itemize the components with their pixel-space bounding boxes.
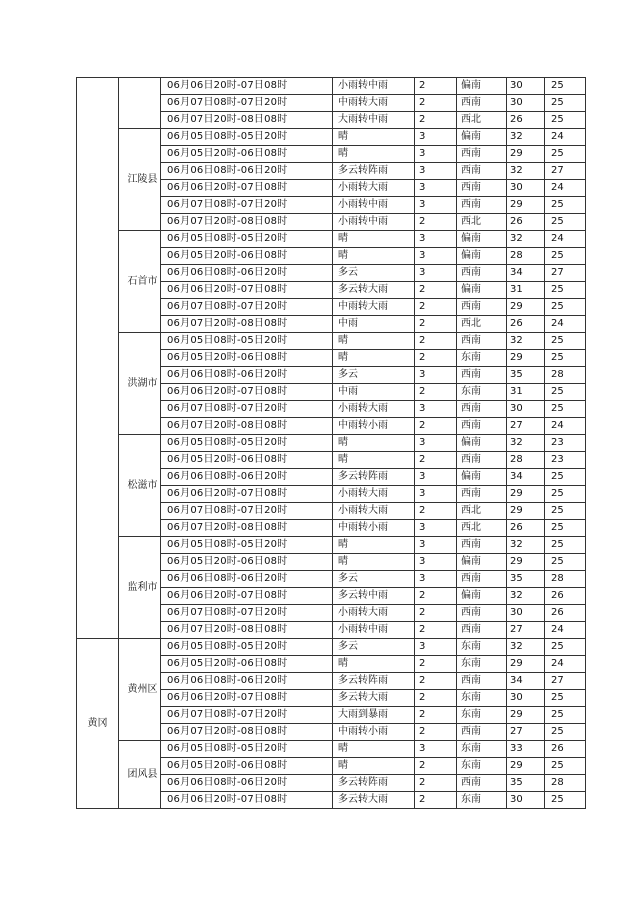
wind-level-cell: 2	[415, 605, 457, 622]
max-temperature-cell: 32	[507, 537, 545, 554]
table-row	[77, 741, 586, 758]
wind-direction-cell: 西南	[457, 180, 507, 197]
forecast-period-cell: 06月07日20时-08日08时	[161, 622, 333, 639]
wind-level-cell: 3	[415, 639, 457, 656]
max-temperature-cell: 26	[507, 316, 545, 333]
max-temperature-cell: 29	[507, 486, 545, 503]
forecast-period-cell: 06月05日20时-06日08时	[161, 350, 333, 367]
weather-cell: 中雨转小雨	[333, 724, 415, 741]
wind-direction-cell: 偏南	[457, 248, 507, 265]
weather-cell: 中雨转大雨	[333, 95, 415, 112]
table-row	[77, 435, 586, 452]
forecast-period-cell: 06月07日08时-07日20时	[161, 401, 333, 418]
weather-cell: 小雨转大雨	[333, 605, 415, 622]
weather-cell: 多云转大雨	[333, 792, 415, 809]
wind-level-cell: 2	[415, 333, 457, 350]
wind-direction-cell: 西南	[457, 163, 507, 180]
min-temperature-cell: 24	[545, 231, 586, 248]
forecast-period-cell: 06月06日20时-07日08时	[161, 180, 333, 197]
wind-direction-cell: 偏南	[457, 435, 507, 452]
table-row	[77, 639, 586, 656]
wind-level-cell: 3	[415, 180, 457, 197]
min-temperature-cell: 27	[545, 673, 586, 690]
county-cell	[119, 741, 161, 809]
wind-level-cell: 2	[415, 503, 457, 520]
min-temperature-cell: 25	[545, 554, 586, 571]
weather-cell: 晴	[333, 333, 415, 350]
forecast-period-cell: 06月07日08时-07日20时	[161, 95, 333, 112]
weather-cell: 多云转大雨	[333, 282, 415, 299]
forecast-period-cell: 06月06日20时-07日08时	[161, 384, 333, 401]
max-temperature-cell: 26	[507, 520, 545, 537]
wind-level-cell: 2	[415, 350, 457, 367]
wind-level-cell: 3	[415, 146, 457, 163]
wind-direction-cell: 东南	[457, 792, 507, 809]
wind-level-cell: 3	[415, 401, 457, 418]
min-temperature-cell: 25	[545, 486, 586, 503]
weather-cell: 晴	[333, 537, 415, 554]
max-temperature-cell: 30	[507, 605, 545, 622]
county-cell	[119, 639, 161, 741]
weather-cell: 小雨转中雨	[333, 78, 415, 95]
wind-level-cell: 3	[415, 554, 457, 571]
max-temperature-cell: 27	[507, 724, 545, 741]
forecast-period-cell: 06月07日20时-08日08时	[161, 520, 333, 537]
forecast-period-cell: 06月07日20时-08日08时	[161, 724, 333, 741]
max-temperature-cell: 32	[507, 333, 545, 350]
weather-cell: 多云转阵雨	[333, 163, 415, 180]
weather-cell: 晴	[333, 129, 415, 146]
wind-level-cell: 2	[415, 707, 457, 724]
county-name: 团风县	[127, 768, 158, 780]
min-temperature-cell: 28	[545, 571, 586, 588]
min-temperature-cell: 25	[545, 333, 586, 350]
max-temperature-cell: 30	[507, 401, 545, 418]
max-temperature-cell: 30	[507, 792, 545, 809]
wind-level-cell: 3	[415, 367, 457, 384]
weather-cell: 晴	[333, 231, 415, 248]
min-temperature-cell: 23	[545, 452, 586, 469]
wind-direction-cell: 西北	[457, 112, 507, 129]
min-temperature-cell: 24	[545, 622, 586, 639]
wind-direction-cell: 西北	[457, 503, 507, 520]
min-temperature-cell: 25	[545, 112, 586, 129]
table-row	[77, 129, 586, 146]
max-temperature-cell: 31	[507, 384, 545, 401]
forecast-period-cell: 06月07日08时-07日20时	[161, 299, 333, 316]
weather-cell: 中雨转小雨	[333, 520, 415, 537]
wind-level-cell: 2	[415, 758, 457, 775]
max-temperature-cell: 30	[507, 95, 545, 112]
wind-direction-cell: 偏南	[457, 588, 507, 605]
forecast-period-cell: 06月05日08时-05日20时	[161, 741, 333, 758]
max-temperature-cell: 32	[507, 129, 545, 146]
forecast-period-cell: 06月07日20时-08日08时	[161, 214, 333, 231]
max-temperature-cell: 31	[507, 282, 545, 299]
forecast-period-cell: 06月07日08时-07日20时	[161, 197, 333, 214]
wind-direction-cell: 偏南	[457, 78, 507, 95]
weather-cell: 大雨到暴雨	[333, 707, 415, 724]
weather-cell: 晴	[333, 656, 415, 673]
max-temperature-cell: 32	[507, 163, 545, 180]
wind-direction-cell: 东南	[457, 707, 507, 724]
county-name: 黄州区	[127, 683, 158, 695]
wind-direction-cell: 东南	[457, 656, 507, 673]
wind-direction-cell: 东南	[457, 741, 507, 758]
forecast-period-cell: 06月06日08时-06日20时	[161, 265, 333, 282]
table-row	[77, 78, 586, 95]
forecast-period-cell: 06月05日20时-06日08时	[161, 758, 333, 775]
max-temperature-cell: 29	[507, 758, 545, 775]
forecast-period-cell: 06月06日08时-06日20时	[161, 367, 333, 384]
min-temperature-cell: 26	[545, 741, 586, 758]
wind-level-cell: 2	[415, 78, 457, 95]
county-cell	[119, 129, 161, 231]
wind-direction-cell: 西南	[457, 571, 507, 588]
max-temperature-cell: 34	[507, 469, 545, 486]
wind-direction-cell: 东南	[457, 690, 507, 707]
wind-level-cell: 3	[415, 571, 457, 588]
weather-cell: 晴	[333, 146, 415, 163]
wind-level-cell: 2	[415, 792, 457, 809]
weather-cell: 多云转阵雨	[333, 469, 415, 486]
weather-cell: 中雨	[333, 384, 415, 401]
county-cell	[119, 231, 161, 333]
max-temperature-cell: 28	[507, 248, 545, 265]
max-temperature-cell: 30	[507, 690, 545, 707]
weather-cell: 中雨转大雨	[333, 299, 415, 316]
wind-direction-cell: 西南	[457, 333, 507, 350]
wind-direction-cell: 西南	[457, 401, 507, 418]
wind-level-cell: 3	[415, 435, 457, 452]
max-temperature-cell: 32	[507, 435, 545, 452]
wind-direction-cell: 偏南	[457, 469, 507, 486]
wind-level-cell: 2	[415, 299, 457, 316]
wind-direction-cell: 西南	[457, 367, 507, 384]
wind-level-cell: 2	[415, 673, 457, 690]
max-temperature-cell: 27	[507, 418, 545, 435]
min-temperature-cell: 25	[545, 214, 586, 231]
wind-level-cell: 3	[415, 520, 457, 537]
min-temperature-cell: 24	[545, 129, 586, 146]
weather-cell: 多云	[333, 367, 415, 384]
min-temperature-cell: 28	[545, 367, 586, 384]
forecast-period-cell: 06月06日08时-06日20时	[161, 673, 333, 690]
weather-cell: 多云转中雨	[333, 588, 415, 605]
min-temperature-cell: 25	[545, 758, 586, 775]
wind-level-cell: 3	[415, 486, 457, 503]
forecast-period-cell: 06月05日08时-05日20时	[161, 537, 333, 554]
max-temperature-cell: 29	[507, 707, 545, 724]
min-temperature-cell: 28	[545, 775, 586, 792]
table-row	[77, 333, 586, 350]
forecast-period-cell: 06月05日20时-06日08时	[161, 656, 333, 673]
wind-level-cell: 3	[415, 741, 457, 758]
min-temperature-cell: 25	[545, 248, 586, 265]
forecast-period-cell: 06月05日08时-05日20时	[161, 129, 333, 146]
forecast-period-cell: 06月05日20时-06日08时	[161, 146, 333, 163]
weather-cell: 晴	[333, 248, 415, 265]
weather-cell: 晴	[333, 435, 415, 452]
weather-cell: 多云转阵雨	[333, 775, 415, 792]
wind-direction-cell: 偏南	[457, 554, 507, 571]
forecast-period-cell: 06月07日08时-07日20时	[161, 503, 333, 520]
min-temperature-cell: 25	[545, 299, 586, 316]
forecast-period-cell: 06月05日08时-05日20时	[161, 435, 333, 452]
max-temperature-cell: 34	[507, 673, 545, 690]
wind-direction-cell: 西南	[457, 299, 507, 316]
max-temperature-cell: 33	[507, 741, 545, 758]
forecast-period-cell: 06月05日08时-05日20时	[161, 333, 333, 350]
max-temperature-cell: 29	[507, 146, 545, 163]
weather-cell: 晴	[333, 741, 415, 758]
wind-level-cell: 2	[415, 452, 457, 469]
wind-level-cell: 2	[415, 95, 457, 112]
weather-cell: 大雨转中雨	[333, 112, 415, 129]
wind-level-cell: 3	[415, 231, 457, 248]
weather-cell: 小雨转大雨	[333, 401, 415, 418]
forecast-period-cell: 06月06日20时-07日08时	[161, 588, 333, 605]
max-temperature-cell: 32	[507, 639, 545, 656]
weather-cell: 中雨转小雨	[333, 418, 415, 435]
wind-level-cell: 2	[415, 775, 457, 792]
max-temperature-cell: 29	[507, 656, 545, 673]
wind-direction-cell: 西南	[457, 673, 507, 690]
county-cell	[119, 435, 161, 537]
table-row	[77, 537, 586, 554]
min-temperature-cell: 25	[545, 146, 586, 163]
wind-direction-cell: 西南	[457, 537, 507, 554]
county-name: 洪湖市	[127, 377, 158, 389]
wind-direction-cell: 东南	[457, 350, 507, 367]
forecast-period-cell: 06月07日08时-07日20时	[161, 707, 333, 724]
weather-cell: 晴	[333, 452, 415, 469]
forecast-period-cell: 06月07日08时-07日20时	[161, 605, 333, 622]
min-temperature-cell: 25	[545, 197, 586, 214]
min-temperature-cell: 24	[545, 316, 586, 333]
county-name: 江陵县	[127, 173, 158, 185]
min-temperature-cell: 25	[545, 520, 586, 537]
max-temperature-cell: 32	[507, 588, 545, 605]
min-temperature-cell: 25	[545, 469, 586, 486]
weather-cell: 小雨转中雨	[333, 197, 415, 214]
county-name: 石首市	[127, 275, 158, 287]
county-cell	[119, 78, 161, 129]
wind-direction-cell: 西南	[457, 265, 507, 282]
min-temperature-cell: 25	[545, 282, 586, 299]
max-temperature-cell: 30	[507, 180, 545, 197]
weather-cell: 多云	[333, 265, 415, 282]
county-name: 松滋市	[127, 479, 158, 491]
wind-direction-cell: 东南	[457, 639, 507, 656]
weather-cell: 小雨转中雨	[333, 214, 415, 231]
min-temperature-cell: 25	[545, 724, 586, 741]
max-temperature-cell: 29	[507, 299, 545, 316]
wind-direction-cell: 偏南	[457, 129, 507, 146]
wind-direction-cell: 西南	[457, 605, 507, 622]
wind-level-cell: 2	[415, 214, 457, 231]
forecast-period-cell: 06月06日08时-06日20时	[161, 775, 333, 792]
max-temperature-cell: 26	[507, 112, 545, 129]
forecast-period-cell: 06月05日20时-06日08时	[161, 554, 333, 571]
wind-direction-cell: 西北	[457, 214, 507, 231]
wind-level-cell: 2	[415, 112, 457, 129]
wind-direction-cell: 西南	[457, 775, 507, 792]
min-temperature-cell: 25	[545, 384, 586, 401]
min-temperature-cell: 25	[545, 707, 586, 724]
wind-level-cell: 2	[415, 316, 457, 333]
min-temperature-cell: 23	[545, 435, 586, 452]
min-temperature-cell: 27	[545, 163, 586, 180]
weather-cell: 小雨转中雨	[333, 622, 415, 639]
wind-direction-cell: 西南	[457, 452, 507, 469]
wind-level-cell: 3	[415, 248, 457, 265]
forecast-period-cell: 06月05日20时-06日08时	[161, 452, 333, 469]
max-temperature-cell: 29	[507, 350, 545, 367]
forecast-period-cell: 06月06日20时-07日08时	[161, 282, 333, 299]
county-cell	[119, 537, 161, 639]
max-temperature-cell: 32	[507, 231, 545, 248]
forecast-period-cell: 06月06日20时-07日08时	[161, 78, 333, 95]
min-temperature-cell: 24	[545, 180, 586, 197]
max-temperature-cell: 27	[507, 622, 545, 639]
wind-level-cell: 3	[415, 469, 457, 486]
max-temperature-cell: 34	[507, 265, 545, 282]
city-cell: 黄冈	[77, 639, 119, 809]
min-temperature-cell: 25	[545, 639, 586, 656]
wind-level-cell: 2	[415, 418, 457, 435]
forecast-period-cell: 06月06日08时-06日20时	[161, 469, 333, 486]
max-temperature-cell: 29	[507, 554, 545, 571]
wind-level-cell: 3	[415, 197, 457, 214]
wind-level-cell: 3	[415, 265, 457, 282]
wind-direction-cell: 偏南	[457, 282, 507, 299]
max-temperature-cell: 29	[507, 503, 545, 520]
min-temperature-cell: 25	[545, 503, 586, 520]
min-temperature-cell: 25	[545, 350, 586, 367]
weather-cell: 晴	[333, 350, 415, 367]
wind-level-cell: 3	[415, 163, 457, 180]
wind-level-cell: 2	[415, 656, 457, 673]
wind-level-cell: 3	[415, 129, 457, 146]
wind-direction-cell: 西南	[457, 197, 507, 214]
min-temperature-cell: 26	[545, 588, 586, 605]
min-temperature-cell: 25	[545, 95, 586, 112]
wind-direction-cell: 西北	[457, 520, 507, 537]
max-temperature-cell: 29	[507, 197, 545, 214]
forecast-period-cell: 06月07日20时-08日08时	[161, 418, 333, 435]
weather-cell: 晴	[333, 758, 415, 775]
weather-cell: 多云转阵雨	[333, 673, 415, 690]
forecast-period-cell: 06月05日08时-05日20时	[161, 639, 333, 656]
wind-direction-cell: 西北	[457, 316, 507, 333]
forecast-period-cell: 06月06日08时-06日20时	[161, 571, 333, 588]
county-cell	[119, 333, 161, 435]
max-temperature-cell: 35	[507, 367, 545, 384]
min-temperature-cell: 24	[545, 656, 586, 673]
max-temperature-cell: 26	[507, 214, 545, 231]
forecast-period-cell: 06月05日20时-06日08时	[161, 248, 333, 265]
min-temperature-cell: 26	[545, 605, 586, 622]
min-temperature-cell: 25	[545, 401, 586, 418]
forecast-period-cell: 06月07日20时-08日08时	[161, 316, 333, 333]
wind-level-cell: 3	[415, 537, 457, 554]
weather-cell: 多云	[333, 571, 415, 588]
wind-level-cell: 2	[415, 384, 457, 401]
min-temperature-cell: 25	[545, 537, 586, 554]
max-temperature-cell: 35	[507, 571, 545, 588]
weather-cell: 多云	[333, 639, 415, 656]
wind-direction-cell: 东南	[457, 758, 507, 775]
wind-direction-cell: 偏南	[457, 231, 507, 248]
table-row	[77, 231, 586, 248]
county-name: 监利市	[127, 581, 158, 593]
weather-cell: 小雨转大雨	[333, 486, 415, 503]
wind-direction-cell: 西南	[457, 622, 507, 639]
min-temperature-cell: 24	[545, 418, 586, 435]
min-temperature-cell: 25	[545, 78, 586, 95]
weather-cell: 小雨转大雨	[333, 180, 415, 197]
forecast-period-cell: 06月06日20时-07日08时	[161, 690, 333, 707]
forecast-period-cell: 06月06日08时-06日20时	[161, 163, 333, 180]
wind-level-cell: 2	[415, 724, 457, 741]
wind-direction-cell: 西南	[457, 486, 507, 503]
wind-level-cell: 2	[415, 282, 457, 299]
wind-level-cell: 2	[415, 588, 457, 605]
max-temperature-cell: 28	[507, 452, 545, 469]
wind-direction-cell: 西南	[457, 95, 507, 112]
wind-direction-cell: 西南	[457, 146, 507, 163]
max-temperature-cell: 30	[507, 78, 545, 95]
forecast-period-cell: 06月05日08时-05日20时	[161, 231, 333, 248]
forecast-period-cell: 06月06日20时-07日08时	[161, 792, 333, 809]
forecast-table	[76, 77, 586, 809]
forecast-table-body	[77, 78, 586, 809]
max-temperature-cell: 35	[507, 775, 545, 792]
wind-level-cell: 2	[415, 690, 457, 707]
min-temperature-cell: 25	[545, 690, 586, 707]
wind-direction-cell: 西南	[457, 418, 507, 435]
min-temperature-cell: 25	[545, 792, 586, 809]
weather-cell: 晴	[333, 554, 415, 571]
wind-level-cell: 2	[415, 622, 457, 639]
min-temperature-cell: 27	[545, 265, 586, 282]
wind-direction-cell: 西南	[457, 724, 507, 741]
city-cell	[77, 78, 119, 639]
wind-direction-cell: 东南	[457, 384, 507, 401]
weather-cell: 小雨转大雨	[333, 503, 415, 520]
weather-cell: 多云转大雨	[333, 690, 415, 707]
forecast-period-cell: 06月06日20时-07日08时	[161, 486, 333, 503]
forecast-period-cell: 06月07日20时-08日08时	[161, 112, 333, 129]
weather-cell: 中雨	[333, 316, 415, 333]
